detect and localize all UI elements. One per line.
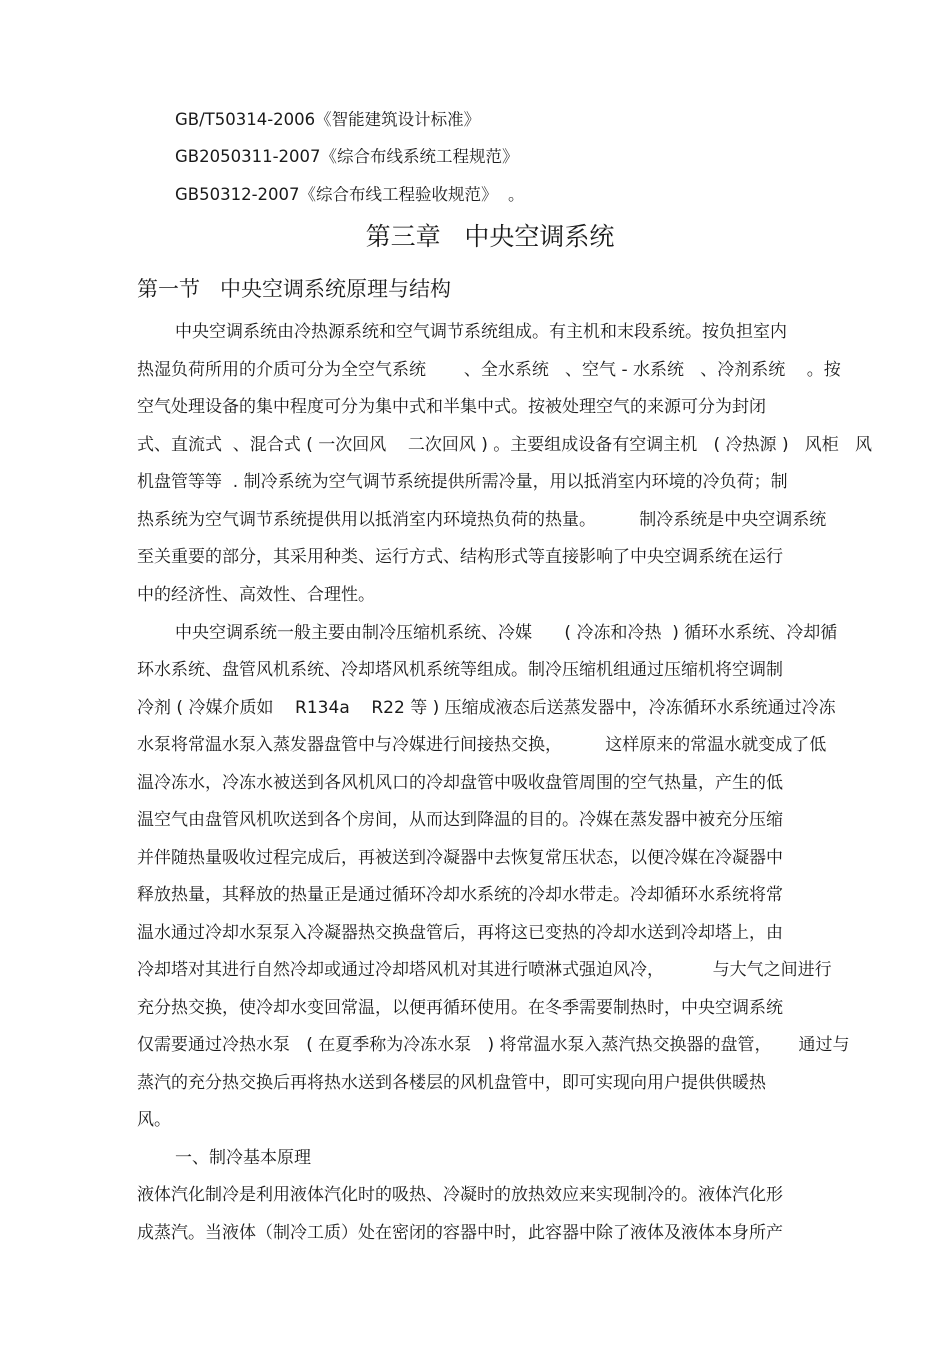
paragraph-2-line: 冷却塔对其进行自然冷却或通过冷却塔风机对其进行喷淋式强迫风冷， 与大气之间进行 <box>137 960 832 980</box>
subheading: 一、制冷基本原理 <box>175 1148 311 1168</box>
reference-standard-1: GB/T50314-2006《智能建筑设计标准》 <box>175 110 481 129</box>
paragraph-1-line: 热系统为空气调节系统提供用以抵消室内环境热负荷的热量。 制冷系统是中央空调系统 <box>137 510 827 530</box>
paragraph-2-line: 仅需要通过冷热水泵 ( 在夏季称为冷冻水泵 ) 将常温水泵入蒸汽热交换器的盘管， 通过与 <box>137 1035 850 1055</box>
paragraph-2-line: 中央空调系统一般主要由制冷压缩机系统、冷媒 ( 冷冻和冷热 ) 循环水系统、冷却循 <box>175 623 838 643</box>
paragraph-2-line: 释放热量，其释放的热量正是通过循环冷却水系统的冷却水带走。冷却循环水系统将常 <box>137 885 783 905</box>
paragraph-2-line: 并伴随热量吸收过程完成后，再被送到冷凝器中去恢复常压状态，以便冷媒在冷凝器中 <box>137 848 783 868</box>
paragraph-1-line: 空气处理设备的集中程度可分为集中式和半集中式。按被处理空气的来源可分为封闭 <box>137 397 766 417</box>
paragraph-2-line: 风。 <box>137 1110 171 1130</box>
paragraph-2-line: 蒸汽的充分热交换后再将热水送到各楼层的风机盘管中，即可实现向用户提供供暖热 <box>137 1073 766 1093</box>
paragraph-1-line: 热湿负荷所用的介质可分为全空气系统 、全水系统 、空气 - 水系统 、冷剂系统 。按 <box>137 360 841 380</box>
paragraph-1-line: 至关重要的部分，其采用种类、运行方式、结构形式等直接影响了中央空调系统在运行 <box>137 547 783 567</box>
paragraph-1-line: 机盘管等等 . 制冷系统为空气调节系统提供所需冷量，用以抵消室内环境的冷负荷；制 <box>137 472 788 492</box>
paragraph-2-line: 水泵将常温水泵入蒸发器盘管中与冷媒进行间接热交换， 这样原来的常温水就变成了低 <box>137 735 827 755</box>
reference-standard-3: GB50312-2007《综合布线工程验收规范》 。 <box>175 185 525 204</box>
section-title: 第一节 中央空调系统原理与结构 <box>137 277 452 301</box>
paragraph-2-line: 冷剂 ( 冷媒介质如 R134a R22 等 ) 压缩成液态后送蒸发器中，冷冻循环水系统通过冷冻 <box>137 698 836 718</box>
reference-standard-2: GB2050311-2007《综合布线系统工程规范》 <box>175 147 519 166</box>
paragraph-1-line: 中的经济性、高效性、合理性。 <box>137 585 375 605</box>
paragraph-1-line: 式、直流式 、混合式 ( 一次回风 二次回风 ) 。主要组成设备有空调主机 ( 冷热源 ) 风柜 风 <box>137 435 873 455</box>
paragraph-2-line: 温水通过冷却水泵泵入冷凝器热交换盘管后，再将这已变热的冷却水送到冷却塔上，由 <box>137 923 783 943</box>
paragraph-2-line: 温冷冻水，冷冻水被送到各风机风口的冷却盘管中吸收盘管周围的空气热量，产生的低 <box>137 773 783 793</box>
chapter-title: 第三章 中央空调系统 <box>365 222 615 251</box>
paragraph-3-line: 液体汽化制冷是利用液体汽化时的吸热、冷凝时的放热效应来实现制冷的。液体汽化形 <box>137 1185 783 1205</box>
paragraph-2-line: 温空气由盘管风机吹送到各个房间，从而达到降温的目的。冷媒在蒸发器中被充分压缩 <box>137 810 783 830</box>
paragraph-3-line: 成蒸汽。当液体（制冷工质）处在密闭的容器中时，此容器中除了液体及液体本身所产 <box>137 1223 783 1243</box>
paragraph-1-line: 中央空调系统由冷热源系统和空气调节系统组成。有主机和末段系统。按负担室内 <box>175 322 787 342</box>
paragraph-2-line: 充分热交换，使冷却水变回常温，以便再循环使用。在冬季需要制热时，中央空调系统 <box>137 998 783 1018</box>
paragraph-2-line: 环水系统、盘管风机系统、冷却塔风机系统等组成。制冷压缩机组通过压缩机将空调制 <box>137 660 783 680</box>
